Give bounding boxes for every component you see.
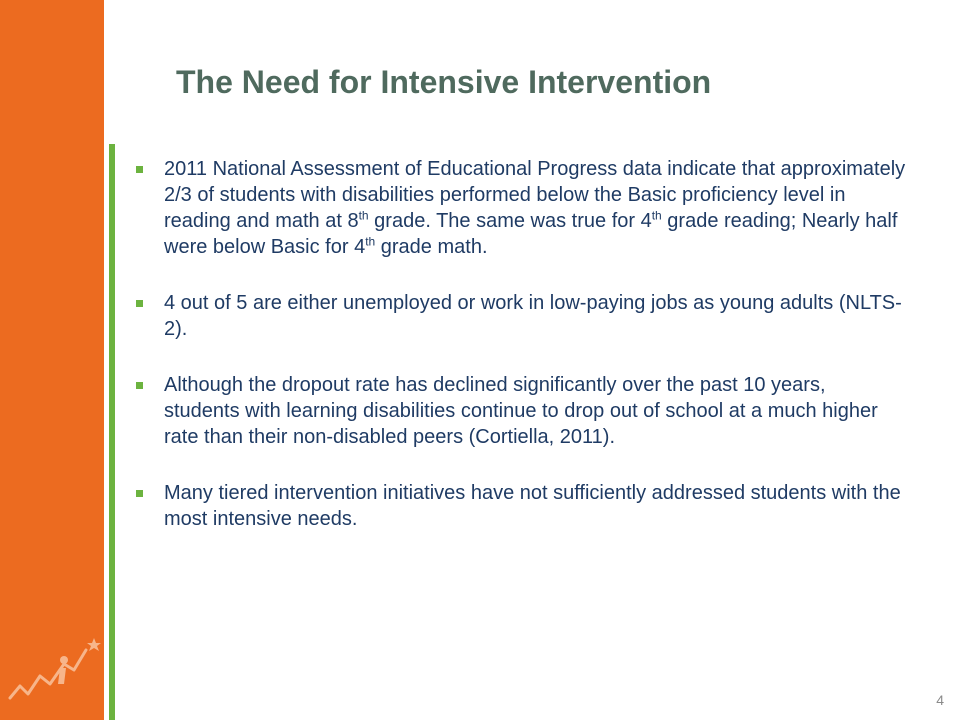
page-number: 4 (936, 692, 944, 708)
bullet-text: Although the dropout rate has declined significantly over the past 10 years, students with learning disabilities continue to drop out of school at a much higher rate than their non-disabled peers (Cortiella, 2011). (164, 374, 878, 448)
slide-title: The Need for Intensive Intervention (176, 64, 712, 100)
bullet-item-dropout (136, 372, 906, 450)
bullet-text-part: grade math. (375, 236, 488, 258)
bullet-list (136, 156, 906, 562)
bullet-square-icon (136, 382, 143, 389)
superscript: th (651, 208, 662, 223)
bullet-text-part: grade reading; Nearly half were below Basic for 4 (164, 210, 898, 258)
accent-line (109, 144, 115, 720)
bullet-text: 4 out of 5 are either unemployed or work in low-paying jobs as young adults (NLTS-2). (164, 292, 902, 340)
bullet-text: Many tiered intervention initiatives have not sufficiently addressed students with the most intensive needs. (164, 482, 901, 530)
bullet-item-employment (136, 290, 906, 342)
bullet-square-icon (136, 490, 143, 497)
side-bar (0, 0, 104, 720)
bullet-square-icon (136, 166, 143, 173)
bullet-text-part: 2011 National Assessment of Educational Progress data indicate that approximately 2/3 of students with disabilities performed below the Basic proficiency level in reading and math at 8 (164, 158, 906, 232)
superscript: th (365, 234, 376, 249)
bullet-item-tiered (136, 480, 906, 532)
bullet-square-icon (136, 300, 143, 307)
bullet-item-naep (136, 156, 906, 260)
superscript: th (358, 208, 369, 223)
rising-star-chart-logo-icon (8, 636, 104, 706)
bullet-text-part: grade. The same was true for 4 (368, 210, 652, 232)
